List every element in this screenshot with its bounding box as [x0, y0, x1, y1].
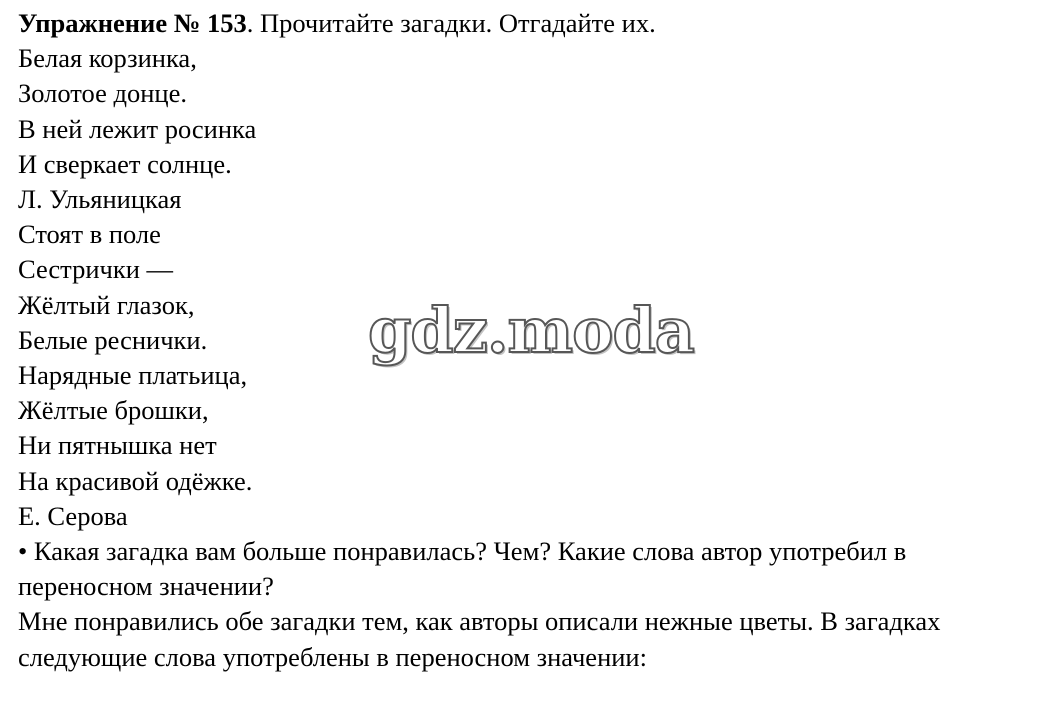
riddle2-line: Стоят в поле — [18, 219, 161, 250]
watermark-logo: gdz.moda — [368, 294, 694, 367]
riddle1-line: И сверкает солнце. — [18, 148, 232, 179]
riddle2-line: Жёлтый глазок, — [18, 289, 195, 320]
riddle2-author: Е. Серова — [18, 500, 128, 531]
riddle2-line: Нарядные платьица, — [18, 360, 248, 391]
riddle2-line: На красивой одёжке. — [18, 465, 253, 496]
riddle1-line: Белая корзинка, — [18, 43, 197, 74]
exercise-label: Упражнение № 153 — [18, 8, 247, 38]
riddle2-line: Белые реснички. — [18, 324, 208, 355]
question-paragraph: • Какая загадка вам больше понравилась? Чем? Какие слова автор употребил в переносном значении? — [18, 536, 907, 602]
riddle2-line: Ни пятнышка нет — [18, 430, 217, 461]
exercise-instruction: . Прочитайте загадки. Отгадайте их. — [246, 8, 656, 38]
riddle2-line: Жёлтые брошки, — [18, 395, 209, 426]
riddle1-line: В ней лежит росинка — [18, 113, 257, 144]
riddle1-author: Л. Ульяницкая — [18, 184, 182, 215]
answer-paragraph: Мне понравились обе загадки тем, как авторы описали нежные цветы. В загадках следующие слова употреблены в переносном значении: — [18, 606, 941, 672]
riddle2-line: Сестрички — — [18, 254, 174, 285]
exercise-heading — [18, 6, 1028, 41]
riddle1-line: Золотое донце. — [18, 78, 187, 109]
